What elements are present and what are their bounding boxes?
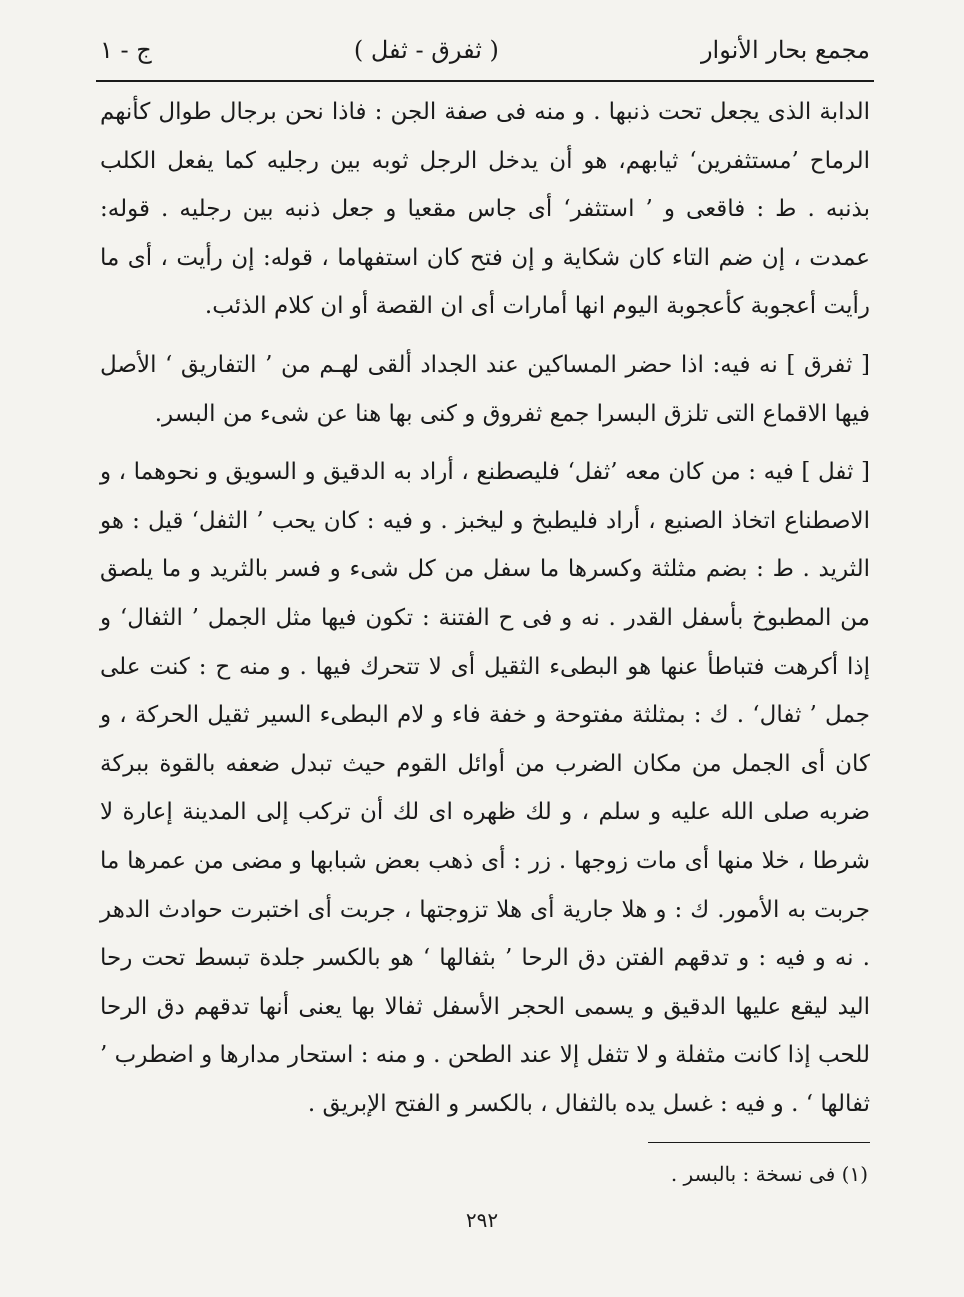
volume-label: ج - ١ — [100, 36, 152, 64]
paragraph-continuation: الدابة الذى يجعل تحت ذنبها . و منه فى صفة الجن : فاذا نحن برجال طوال كأنهم الرماح ’مستثفرين‘ ثيابهم، هو أن يدخل الرجل ثوبه بين رجليه كما يفعل الكلب بذنبه . ط : فاقعى و ’ استثفر‘ أى جاس مقعيا و جعل ذنبه بين رجليه . قوله: عمدت ، إن ضم التاء كان شكاية و إن فتح كان استفهاما ، قوله: إن رأيت ، أى ما رأيت أعجوبة كأعجوبة اليوم انها أمارات أى ان القصة أو ان كلام الذئب. — [100, 99, 870, 320]
entry-thufl: [ ثفل ] فيه : من كان معه ’ثفل‘ فليصطنع ، أراد به الدقيق و السويق و نحوهما ، و الاصطناع اتخاذ الصنيع ، أراد فليطبخ و ليخبز . و فيه : كان يحب ’ الثفل‘ قيل : هو الثريد . ط : بضم مثلثة وكسرها ما سفل من كل شىء و فسر بالثريد و ما يلصق من المطبوخ بأسفل القدر . نه و فى ح الفتنة : تكون فيها مثل الجمل ’ الثفال‘ و إذا أكرهت فتباطأ عنها هو البطىء الثقيل أى لا تتحرك فيها . و منه ح : كنت على جمل ’ ثفال‘ . ك : بمثلثة مفتوحة و خفة فاء و لام البطىء السير ثقيل الحركة ، و كان أى الجمل من مكان الضرب من أوائل القوم حيث تبدل ضعفه بالقوة ببركة ضربه صلى الله عليه و سلم ، و لك ظهره اى لك أن تركب إلى المدينة إعارة لا شرطا ، خلا منها أى مات زوجها . زر : أى ذهب بعض شبابها و مضى من عمرها ما جربت به الأمور. ك : و هلا جارية أى هلا تزوجتها ، جربت أى اختبرت حوادث الدهر . نه و فيه : و تدقهم الفتن دق الرحا ’ بثفالها ‘ هو بالكسر جلدة تبسط تحت رحا اليد ليقع عليها الدقيق و يسمى الحجر الأسفل ثفالا بها يعنى أنها تدقهم دق الرحا للحب إذا كانت مثفلة و لا تثفل إلا عند الطحن . و منه : استحار مدارها و اضطرب ’ ثفالها ‘ . و فيه : غسل يده بالثفال ، بالكسر و الفتح الإبريق . — [100, 459, 870, 1117]
main-text — [100, 88, 870, 1128]
page-number: ٢٩٢ — [465, 1208, 499, 1232]
header-rule — [96, 80, 874, 82]
entry-thafruq: [ ثفرق ] نه فيه: اذا حضر المساكين عند الجداد ألقى لهـم من ’ التفاريق ‘ الأصل فيها الاقماع التى تلزق البسرا جمع ثفروق و كنى بها هنا عن شىء من البسر. — [100, 351, 870, 427]
book-title: مجمع بحار الأنوار — [700, 36, 870, 64]
running-header — [100, 28, 870, 72]
entry-range: ( ثفرق - ثفل ) — [353, 36, 499, 64]
footnote-rule — [648, 1142, 870, 1143]
footnote: (١) فى نسخة : بالبسر . — [670, 1162, 868, 1186]
